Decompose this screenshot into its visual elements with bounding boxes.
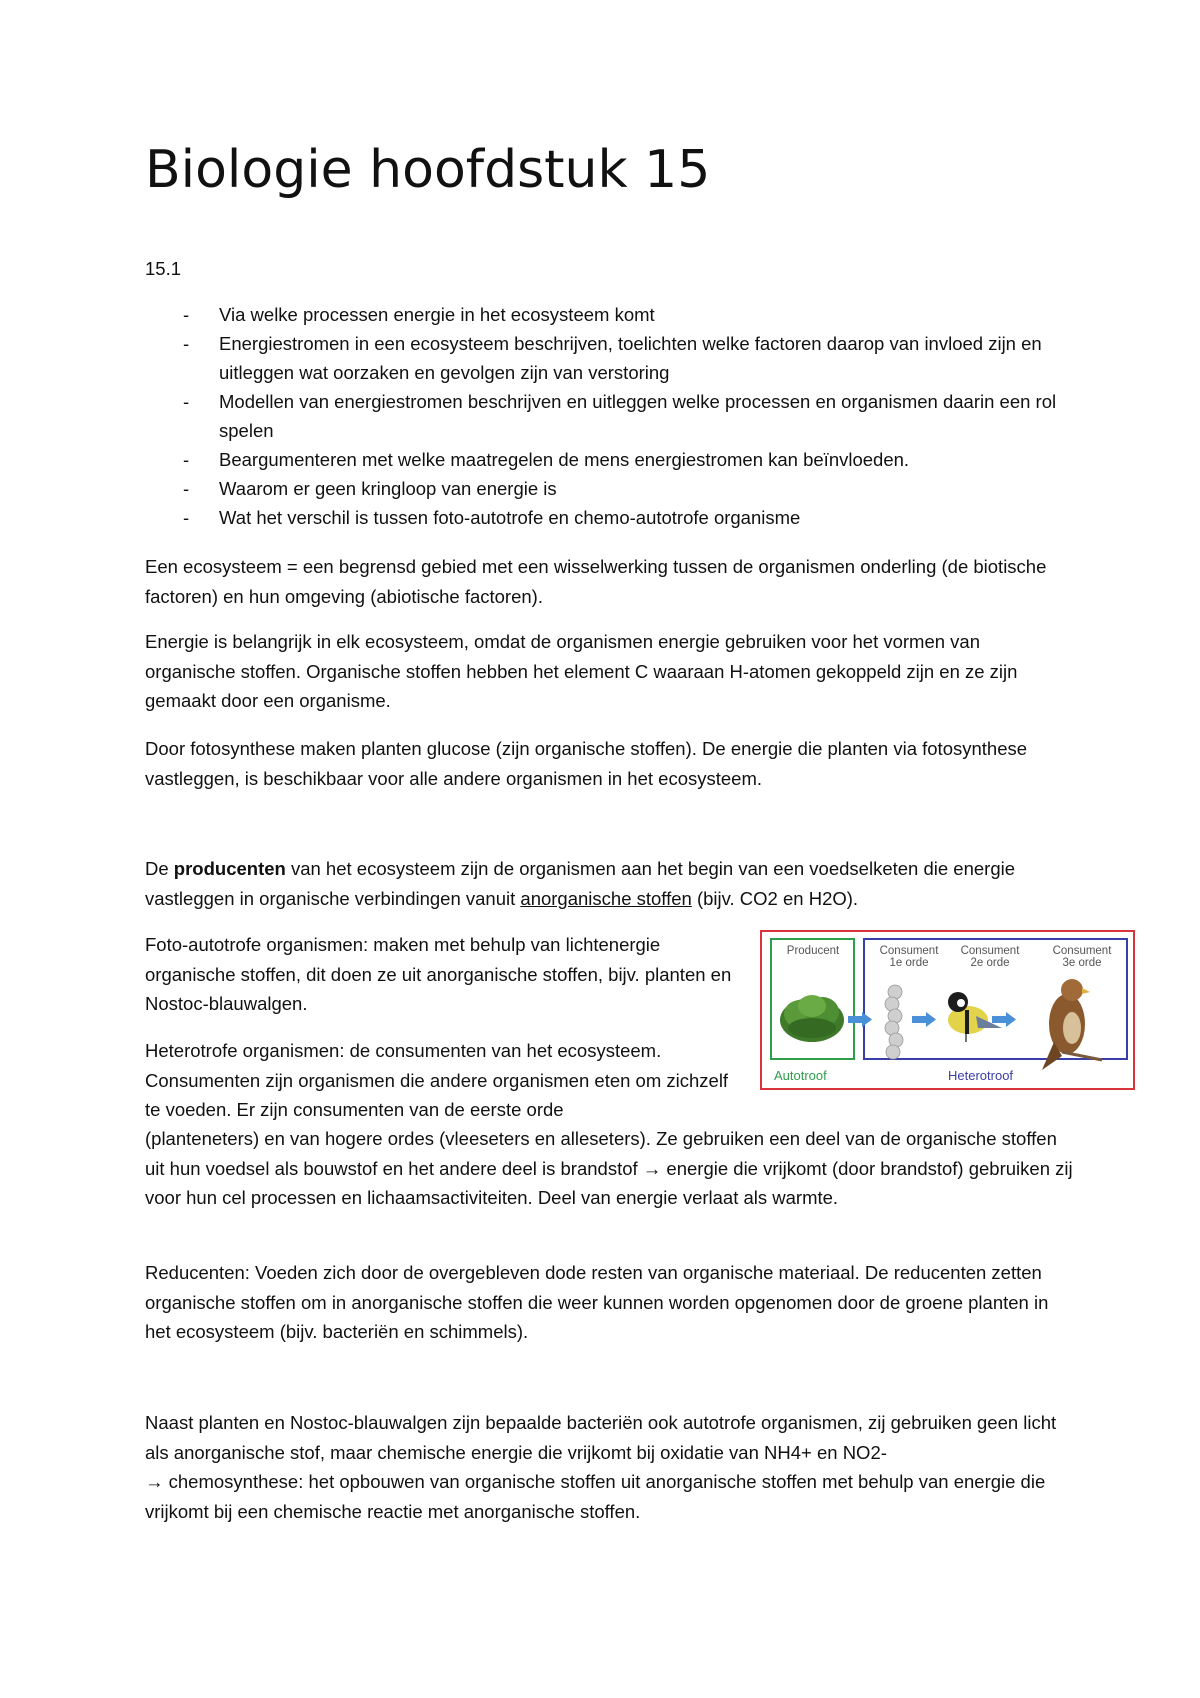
list-item: - Beargumenteren met welke maatregelen de mens energiestromen kan beïnvloeden. <box>145 445 1075 474</box>
food-chain-illustration <box>762 932 1133 1088</box>
paragraph-heterotroof-intro: Heterotrofe organismen: de consumenten van het ecosysteem. Consumenten zijn organismen die andere organismen eten om zichzelf te voeden. Er zijn consumenten van de eerste orde <box>145 1040 729 1120</box>
food-chain-figure <box>760 930 1135 1090</box>
term-anorganische-stoffen: anorganische stoffen <box>520 887 692 909</box>
label-consument-1e-orde: Consument 1e orde <box>879 945 939 969</box>
bullet-dash: - <box>183 391 190 412</box>
paragraph-producenten: De producenten van het ecosysteem zijn de organismen aan het begin van een voedselketen die energie vastleggen in organische verbindingen vanuit anorganische stoffen (bijv. CO2 en H2O). <box>145 858 1016 909</box>
learning-goals-list <box>145 300 1075 532</box>
paragraph-chemosynthese: Naast planten en Nostoc-blauwalgen zijn bepaalde bacteriën ook autotrofe organismen, zij gebruiken geen licht als anorganische stof, maar chemische energie die vrijkomt bij oxidatie van NH4+ en NO2- → chemosynthese: het opbouwen van organische stoffen uit anorganische stoffen met behulp van energie die vrijkomt bij een chemische reactie met anorganische stoffen. <box>145 1412 1057 1522</box>
bullet-dash: - <box>183 333 190 354</box>
arrow-icon <box>848 1012 872 1027</box>
paragraph-ecosysteem: Een ecosysteem = een begrensd gebied met een wisselwerking tussen de organismen onderling (de biotische factoren) en hun omgeving (abiotische factoren). <box>145 556 1047 607</box>
list-item: - Via welke processen energie in het ecosysteem komt <box>145 300 1075 329</box>
bullet-dash: - <box>183 449 190 470</box>
section-number: 15.1 <box>145 258 182 279</box>
list-item: - Energiestromen in een ecosysteem beschrijven, toelichten welke factoren daarop van invloed zijn en uitleggen wat oorzaken en gevolgen zijn van verstoring <box>145 329 1075 387</box>
label-consument-3e-orde: Consument 3e orde <box>1052 945 1112 969</box>
list-item: - Modellen van energiestromen beschrijven en uitleggen welke processen en organismen daarin een rol spelen <box>145 387 1075 445</box>
arrow-icon <box>992 1012 1016 1027</box>
paragraph-heterotroof: (planteneters) en van hogere ordes (vleeseters en alleseters). Ze gebruiken een deel van de organische stoffen uit hun voedsel als bouwstof en het andere deel is brandstof → energie die vrijkomt (door brandstof) gebruiken zij voor hun cel processen en lichaamsactiviteiten. Deel van energie verlaat als warmte. <box>145 1128 1073 1208</box>
label-producent: Producent <box>786 945 840 957</box>
term-producenten: producenten <box>173 858 286 879</box>
caterpillar-icon <box>885 985 903 1059</box>
lettuce-icon <box>780 995 844 1042</box>
label-autotroof: Autotroof <box>774 1068 827 1083</box>
paragraph-fotosynthese: Door fotosynthese maken planten glucose (zijn organische stoffen). De energie die planten via fotosynthese vastleggen, is beschikbaar voor alle andere organismen in het ecosysteem. <box>145 738 1028 789</box>
arrow-icon: → <box>642 1157 662 1179</box>
label-consument-2e-orde: Consument 2e orde <box>960 945 1020 969</box>
paragraph-energie: Energie is belangrijk in elk ecosysteem, omdat de organismen energie gebruiken voor het vormen van organische stoffen. Organische stoffen hebben het element C waaraan H-atomen gekoppeld zijn en ze zijn gemaakt door een organisme. <box>145 631 1018 711</box>
bullet-dash: - <box>183 478 190 499</box>
label-heterotroof: Heterotroof <box>948 1068 1014 1083</box>
paragraph-reducenten: Reducenten: Voeden zich door de overgebleven dode resten van organische materiaal. De reducenten zetten organische stoffen om in anorganische stoffen die weer kunnen worden opgenomen door de groene planten in het ecosysteem (bijv. bacteriën en schimmels). <box>145 1262 1049 1342</box>
paragraph-foto-autotroof: Foto-autotrofe organismen: maken met behulp van lichtenergie organische stoffen, dit doen ze uit anorganische stoffen, bijv. planten en Nostoc-blauwalgen. <box>145 934 732 1014</box>
page-title: Biologie hoofdstuk 15 <box>145 140 711 200</box>
bullet-dash: - <box>183 304 190 325</box>
hawk-icon <box>1042 979 1102 1070</box>
arrow-icon: → <box>145 1471 164 1492</box>
list-item: - Wat het verschil is tussen foto-autotrofe en chemo-autotrofe organisme <box>145 503 1075 532</box>
bullet-dash: - <box>183 507 190 528</box>
list-item: - Waarom er geen kringloop van energie is <box>145 474 1075 503</box>
arrow-icon <box>912 1012 936 1027</box>
